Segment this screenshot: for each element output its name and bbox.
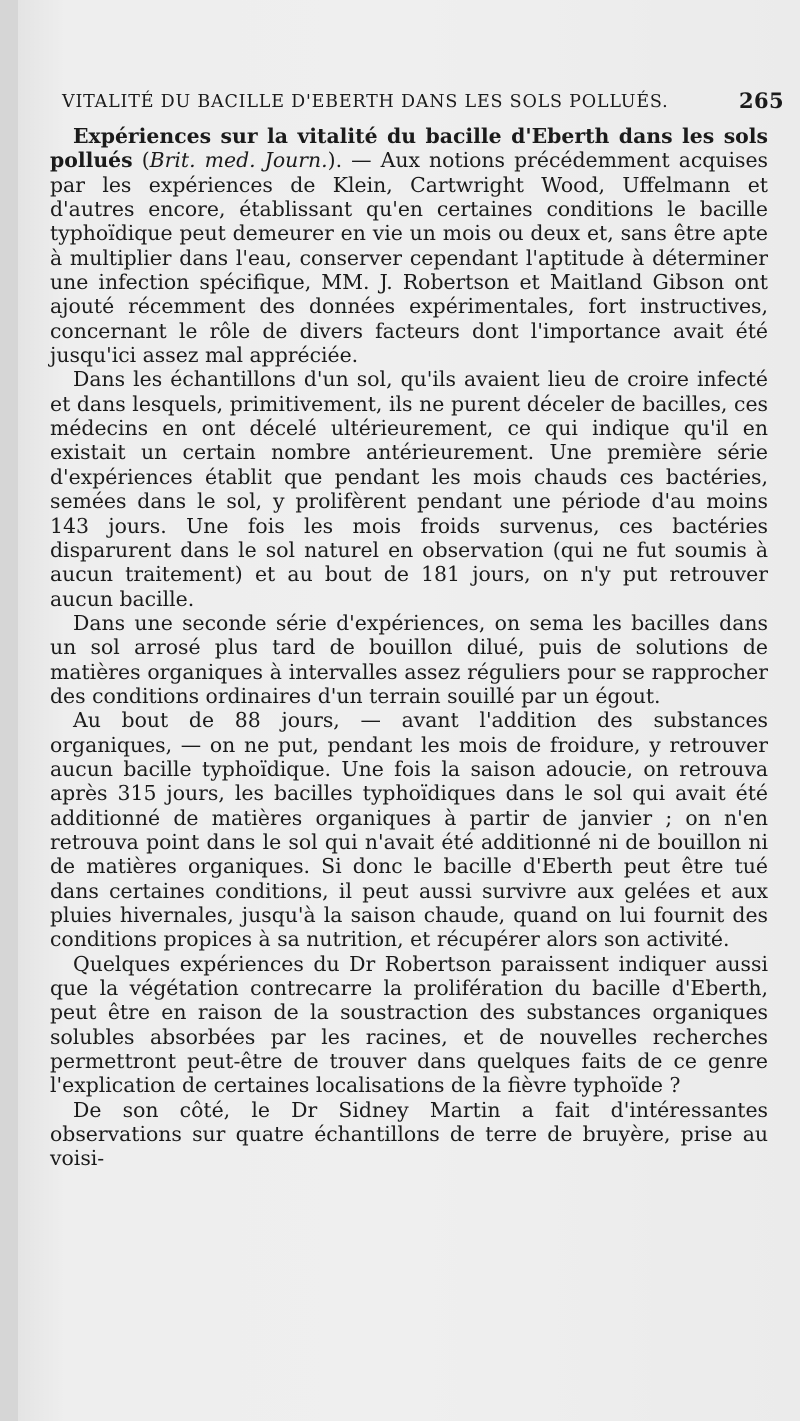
page-header	[62, 88, 784, 118]
running-title: VITALITÉ DU BACILLE D'EBERTH DANS LES SOLS POLLUÉS.	[62, 92, 669, 112]
paragraph-3: Dans une seconde série d'expériences, on sema les bacilles dans un sol arrosé plus tard de bouillon dilué, puis de solutions de matières organiques à intervalles assez réguliers pour se rapprocher des conditions ordinaires d'un terrain souillé par un égout.	[50, 610, 768, 708]
paragraph-6: De son côté, le Dr Sidney Martin a fait d'intéressantes observations sur quatre échantillons de terre de bruyère, prise au voisi-	[50, 1097, 768, 1171]
paragraph-1-text: — Aux notions précédemment acquises par les expériences de Klein, Cartwright Wood, Uffelmann et d'autres encore, établissant qu'en certaines conditions le bacille typhoïdique peut demeurer en vie un mois ou deux et, sans être apte à multiplier dans l'eau, conserver cependant l'aptitude à déterminer une infection spécifique, MM. J. Robertson et Maitland Gibson ont ajouté récemment des données expérimentales, fort instructives, concernant le rôle de divers facteurs dont l'importance avait été jusqu'ici assez mal appréciée.	[50, 148, 768, 368]
paragraph-2: Dans les échantillons d'un sol, qu'ils avaient lieu de croire infecté et dans lesquels, primitivement, ils ne purent déceler de bacilles, ces médecins en ont décelé ultérieurement, ce qui indique qu'il en existait un certain nombre antérieurement. Une première série d'expériences établit que pendant les mois chauds ces bactéries, semées dans le sol, y prolifèrent pendant une période d'au moins 143 jours. Une fois les mois froids survenus, ces bactéries disparurent dans le sol naturel en observation (qui ne fut soumis à aucun traitement) et au bout de 181 jours, on n'y put retrouver aucun bacille.	[50, 367, 768, 611]
page-number: 265	[738, 88, 784, 113]
paragraph-1	[50, 124, 768, 367]
body-text	[50, 124, 768, 1171]
paragraph-4: Au bout de 88 jours, — avant l'addition des substances organiques, — on ne put, pendant les mois de froidure, y retrouver aucun bacille typhoïdique. Une fois la saison adoucie, on retrouva après 315 jours, les bacilles typhoïdiques dans le sol qui avait été additionné de matières organiques à partir de janvier ; on n'en retrouva point dans le sol qui n'avait été additionné ni de bouillon ni de matières organiques. Si donc le bacille d'Eberth peut être tué dans certaines conditions, il peut aussi survivre aux gelées et aux pluies hivernales, jusqu'à la saison chaude, quand on lui fournit des conditions propices à sa nutrition, et récupérer alors son activité.	[50, 708, 768, 952]
paragraph-5: Quelques expériences du Dr Robertson paraissent indiquer aussi que la végétation contrecarre la prolifération du bacille d'Eberth, peut être en raison de la soustraction des substances organiques solubles absorbées par les racines, et de nouvelles recherches permettront peut-être de trouver dans quelques faits de ce genre l'explication de certaines localisations de la fièvre typhoïde ?	[50, 951, 768, 1098]
source-suffix: ).	[327, 148, 343, 173]
article-heading: Expériences sur la vitalité du bacille d'Eberth dans les sols pollués	[50, 124, 768, 173]
source-citation: Brit. med. Journ.	[149, 148, 328, 173]
source-prefix: (	[132, 148, 150, 173]
document-page	[18, 0, 800, 1421]
